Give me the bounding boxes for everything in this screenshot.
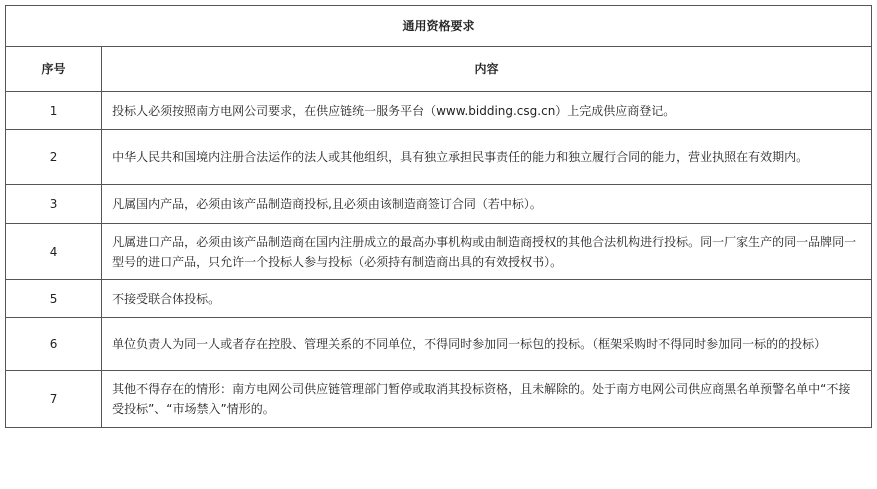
table-row: [6, 130, 872, 185]
header-content: 内容: [102, 47, 872, 92]
row-content: 单位负责人为同一人或者存在控股、管理关系的不同单位，不得同时参加同一标包的投标。（框架采购时不得同时参加同一标的的投标）: [102, 318, 872, 371]
table-row: [6, 371, 872, 428]
requirements-table-container: [5, 5, 872, 484]
table-row: [6, 185, 872, 224]
row-content: 中华人民共和国境内注册合法运作的法人或其他组织，具有独立承担民事责任的能力和独立履行合同的能力，营业执照在有效期内。: [102, 130, 872, 185]
table-header-row: [6, 47, 872, 92]
table-row: [6, 92, 872, 130]
row-content: 投标人必须按照南方电网公司要求，在供应链统一服务平台（www.bidding.csg.cn）上完成供应商登记。: [102, 92, 872, 130]
row-content: 其他不得存在的情形：南方电网公司供应链管理部门暂停或取消其投标资格，且未解除的。处于南方电网公司供应商黑名单预警名单中“不接受投标”、“市场禁入”情形的。: [102, 371, 872, 428]
row-content: 凡属进口产品，必须由该产品制造商在国内注册成立的最高办事机构或由制造商授权的其他合法机构进行投标。同一厂家生产的同一品牌同一型号的进口产品，只允许一个投标人参与投标（必须持有制造商出具的有效授权书）。: [102, 224, 872, 280]
row-number: 2: [6, 130, 102, 185]
row-number: 3: [6, 185, 102, 224]
row-number: 1: [6, 92, 102, 130]
row-content: 不接受联合体投标。: [102, 280, 872, 318]
table-title-row: [6, 6, 872, 47]
row-number: 5: [6, 280, 102, 318]
table-title: 通用资格要求: [6, 6, 872, 47]
requirements-table: [5, 5, 872, 428]
table-row: [6, 318, 872, 371]
row-number: 6: [6, 318, 102, 371]
row-number: 7: [6, 371, 102, 428]
row-number: 4: [6, 224, 102, 280]
row-content: 凡属国内产品，必须由该产品制造商投标,且必须由该制造商签订合同（若中标）。: [102, 185, 872, 224]
table-row: [6, 224, 872, 280]
table-row: [6, 280, 872, 318]
header-no: 序号: [6, 47, 102, 92]
